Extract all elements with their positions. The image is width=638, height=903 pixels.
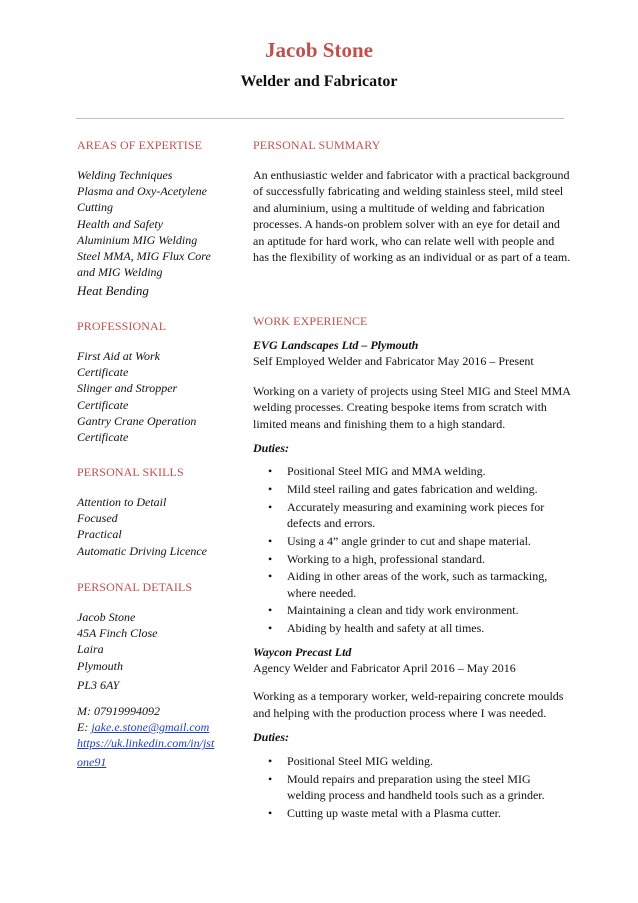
bullet-icon: • bbox=[268, 806, 273, 821]
bullet-icon: • bbox=[268, 603, 273, 618]
list-item bbox=[253, 568, 571, 600]
details-section bbox=[77, 579, 214, 770]
linkedin-link[interactable]: https://uk.linkedin.com/in/jst bbox=[77, 736, 215, 751]
list-item: Certificate bbox=[77, 365, 129, 380]
duty-text: Aiding in other areas of the work, such as tarmacking, where needed. bbox=[287, 569, 548, 600]
list-item: First Aid at Work bbox=[77, 349, 161, 363]
bullet-icon: • bbox=[268, 464, 273, 479]
summary-text: An enthusiastic welder and fabricator with a practical background of successfully fabricating and welding stainless steel, mild steel and aluminium, using a multitude of welding and fabrication processes. A hands-on problem solver with an eye for detail and an aptitude for hard work, who can relate well with people and has the flexibility of working as an individual or as part of a team. bbox=[253, 168, 571, 265]
professional-section bbox=[77, 318, 196, 445]
work-section bbox=[253, 313, 571, 823]
skills-section bbox=[77, 464, 207, 559]
expertise-list bbox=[77, 167, 211, 300]
list-item: Aluminium MIG Welding bbox=[77, 232, 198, 247]
list-item: Welding Techniques bbox=[77, 168, 173, 182]
bullet-icon: • bbox=[268, 772, 273, 787]
duty-text: Mould repairs and preparation using the steel MIG welding process and handheld tools such as a grinder. bbox=[287, 772, 545, 803]
spacer bbox=[77, 693, 214, 703]
job-description: Working as a temporary worker, weld-repairing concrete moulds and helping with the production process where I was needed. bbox=[253, 689, 564, 720]
job-entry bbox=[253, 644, 571, 821]
expertise-section bbox=[77, 137, 211, 300]
job-role: Self Employed Welder and Fabricator May 2016 – Present bbox=[253, 354, 534, 368]
skills-heading: PERSONAL SKILLS bbox=[77, 465, 184, 479]
duty-text: Positional Steel MIG and MMA welding. bbox=[287, 464, 486, 479]
list-item: Gantry Crane Operation bbox=[77, 413, 197, 428]
duties-label: Duties: bbox=[253, 441, 289, 456]
address-line: Jacob Stone bbox=[77, 610, 136, 624]
duties-list bbox=[253, 463, 571, 636]
list-item: Practical bbox=[77, 527, 122, 542]
work-heading: WORK EXPERIENCE bbox=[253, 314, 368, 328]
list-item bbox=[253, 463, 571, 479]
resume-name: Jacob Stone bbox=[265, 38, 373, 62]
list-item bbox=[253, 771, 571, 803]
summary-heading: PERSONAL SUMMARY bbox=[253, 138, 381, 152]
job-company: EVG Landscapes Ltd – Plymouth bbox=[253, 338, 419, 352]
list-item bbox=[253, 753, 571, 769]
email-link[interactable]: jake.e.stone@gmail.com bbox=[91, 720, 210, 735]
list-item bbox=[253, 602, 571, 618]
list-item bbox=[253, 551, 571, 567]
duty-text: Working to a high, professional standard. bbox=[287, 551, 485, 566]
bullet-icon: • bbox=[268, 533, 273, 548]
list-item: Automatic Driving Licence bbox=[77, 543, 207, 558]
duties-list bbox=[253, 753, 571, 821]
address-line: 45A Finch Close bbox=[77, 626, 158, 641]
duty-text: Cutting up waste metal with a Plasma cutter. bbox=[287, 806, 501, 821]
job-role: Agency Welder and Fabricator April 2016 – May 2016 bbox=[253, 661, 516, 676]
resume-job-title: Welder and Fabricator bbox=[240, 73, 398, 90]
duty-text: Abiding by health and safety at all times. bbox=[287, 621, 485, 636]
list-item: Steel MMA, MIG Flux Core bbox=[77, 249, 211, 264]
duties-label: Duties: bbox=[253, 730, 289, 745]
list-item bbox=[253, 805, 571, 821]
job-description: Working on a variety of projects using Steel MIG and Steel MMA welding processes. Creating bespoke items from scratch with limited means and finishing them to a high standard. bbox=[253, 384, 571, 431]
expertise-heading: AREAS OF EXPERTISE bbox=[77, 138, 203, 152]
list-item: Health and Safety bbox=[77, 216, 163, 231]
list-item: Focused bbox=[77, 511, 118, 526]
list-item: and MIG Welding bbox=[77, 265, 163, 280]
list-item: Certificate bbox=[77, 397, 129, 412]
bullet-icon: • bbox=[268, 569, 273, 584]
professional-heading: PROFESSIONAL bbox=[77, 319, 167, 333]
duty-text: Maintaining a clean and tidy work environment. bbox=[287, 603, 519, 618]
professional-list bbox=[77, 348, 196, 445]
address-line: Plymouth bbox=[77, 658, 123, 673]
list-item: Heat Bending bbox=[77, 283, 149, 299]
bullet-icon: • bbox=[268, 621, 273, 636]
bullet-icon: • bbox=[268, 754, 273, 769]
job-company: Waycon Precast Ltd bbox=[253, 645, 352, 660]
phone-number: M: 07919994092 bbox=[77, 704, 160, 719]
linkedin-line bbox=[77, 735, 214, 751]
linkedin-line-continued bbox=[77, 754, 214, 770]
bullet-icon: • bbox=[268, 551, 273, 566]
details-address bbox=[77, 609, 214, 770]
email-line bbox=[77, 719, 214, 735]
email-prefix: E: bbox=[77, 720, 92, 735]
summary-section bbox=[253, 137, 571, 265]
list-item: Attention to Detail bbox=[77, 495, 167, 509]
list-item: Slinger and Stropper bbox=[77, 381, 178, 396]
list-item bbox=[253, 499, 571, 531]
header-divider bbox=[76, 118, 564, 119]
list-item: Certificate bbox=[77, 430, 129, 445]
list-item bbox=[253, 533, 571, 549]
address-line: Laira bbox=[77, 642, 104, 657]
list-item bbox=[253, 481, 571, 497]
list-item: Plasma and Oxy-Acetylene bbox=[77, 184, 207, 199]
duty-text: Accurately measuring and examining work pieces for defects and errors. bbox=[287, 499, 545, 531]
address-line: PL3 6AY bbox=[77, 677, 120, 692]
job-entry bbox=[253, 337, 571, 636]
linkedin-link-continued[interactable]: one91 bbox=[77, 754, 107, 769]
bullet-icon: • bbox=[268, 499, 273, 514]
details-heading: PERSONAL DETAILS bbox=[77, 580, 193, 594]
skills-list bbox=[77, 494, 207, 559]
duty-text: Positional Steel MIG welding. bbox=[287, 754, 433, 769]
list-item bbox=[253, 620, 571, 636]
duty-text: Using a 4” angle grinder to cut and shape material. bbox=[287, 533, 531, 548]
list-item: Cutting bbox=[77, 200, 114, 215]
bullet-icon: • bbox=[268, 482, 273, 497]
duty-text: Mild steel railing and gates fabrication and welding. bbox=[287, 482, 538, 497]
